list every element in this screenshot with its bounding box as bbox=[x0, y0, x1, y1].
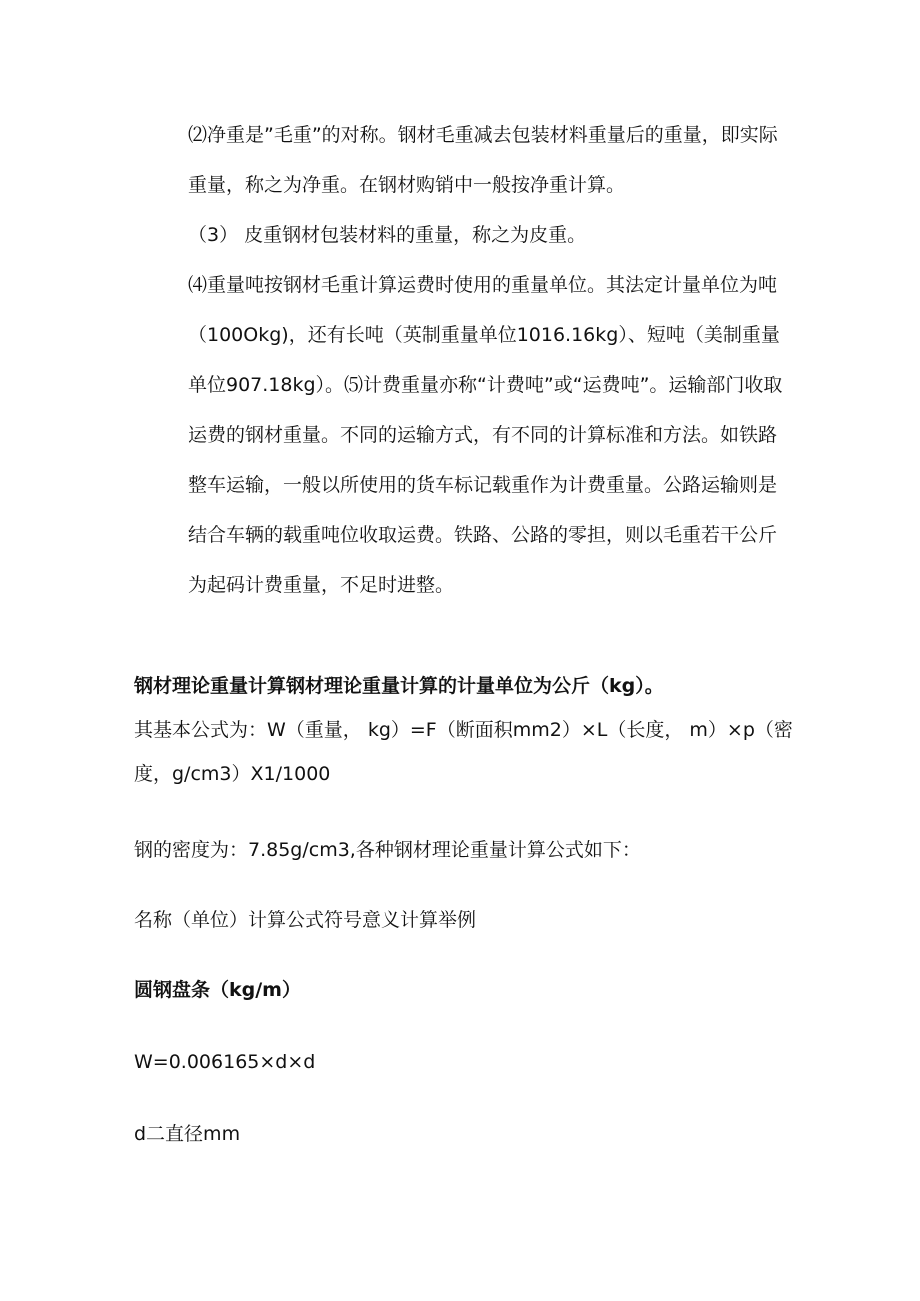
indented-text-block bbox=[188, 110, 788, 610]
item-title: 圆钢盘条（kg/m） bbox=[134, 979, 301, 1001]
section-heading: 钢材理论重量计算钢材理论重量计算的计量单位为公斤（kg）。 bbox=[134, 675, 664, 697]
density-line: 钢的密度为：7.85g∕cm3,各种钢材理论重量计算公式如下： bbox=[134, 839, 641, 861]
item-formula: W=0.006165×d×d bbox=[134, 1051, 316, 1073]
paragraph-net-weight: ⑵净重是”毛重”的对称。钢材毛重减去包装材料重量后的重量，即实际重量，称之为净重。在钢材购销中一般按净重计算。 bbox=[188, 124, 778, 196]
table-header: 名称（单位）计算公式符号意义计算举例 bbox=[134, 909, 477, 931]
paragraph-tare-weight: （3） 皮重钢材包装材料的重量，称之为皮重。 bbox=[188, 224, 587, 246]
paragraph-weight-ton: ⑷重量吨按钢材毛重计算运费时使用的重量单位。其法定计量单位为吨（100Okg)，还有长吨（英制重量单位1016.16kg）、短吨（美制重量单位907.18kg）。⑸计费重量亦称“计费吨”或“运费吨”。运输部门收取运费的钢材重量。不同的运输方式，有不同的计算标准和方法。如铁路整车运输，一般以所使用的货车标记载重作为计费重量。公路运输则是结合车辆的载重吨位收取运费。铁路、公路的零担，则以毛重若干公斤为起码计费重量，不足时进整。 bbox=[188, 274, 783, 596]
formula-intro: 其基本公式为：W（重量， kg）=F（断面积mm2）×L（长度， m）×p（密度，g/cm3）X1/1000 bbox=[134, 719, 793, 785]
item-symbol: d二直径mm bbox=[134, 1123, 241, 1145]
